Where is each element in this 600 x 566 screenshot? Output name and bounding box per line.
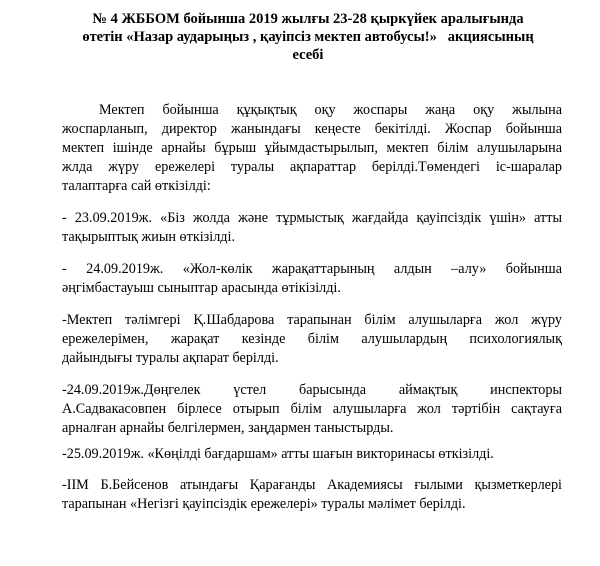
paragraph-line: тарапынан «Негізгі қауіпсіздік ережелері» туралы мәлімет берілді. (62, 496, 466, 512)
paragraph-line: жоспарланып, директор жанындағы кеңесте бекітілді. Жоспар бойынша (62, 121, 562, 137)
paragraph-line: мектеп ішінде арнайы бұрыш ұйымдастырылып, мектеп білім алушыларына (62, 140, 562, 156)
paragraph-intro (62, 101, 562, 196)
paragraph-event-3 (62, 311, 562, 368)
paragraph-line: А.Садвакасовпен бірлесе отырып білім алушыларға жол тәртібін сақтауға (62, 401, 562, 417)
paragraph-event-1 (62, 209, 562, 247)
paragraph-line: әңгімбастауыш сыныптар арасында өтікізілді. (62, 280, 341, 296)
paragraph-line: жлда жүру ережелері туралы ақпараттар берілді.Төмендегі іс-шаралар (62, 159, 562, 175)
paragraph-line: тақырыптық жиын өткізілді. (62, 229, 236, 245)
paragraph-line: -24.09.2019ж.Дөңгелек үстел барысында аймақтық инспекторы (62, 382, 562, 398)
title-line: № 4 ЖББОМ бойынша 2019 жылғы 23-28 қыркүйек аралығында (92, 11, 524, 27)
paragraph-line: - 23.09.2019ж. «Біз жолда және тұрмыстық жағдайда қауіпсіздік үшін» атты (62, 210, 562, 226)
title-line: есебі (292, 47, 324, 63)
paragraph-line: - 24.09.2019ж. «Жол-көлік жарақаттарының алдын –алу» бойынша (62, 261, 562, 277)
paragraph-line: талаптарға сай өткізілді: (62, 178, 211, 194)
title-line: өтетін «Назар аударыңыз , қауіпсіз мектеп автобусы!» акциясының (82, 29, 534, 45)
paragraph-line: -ІІМ Б.Бейсенов атындағы Қарағанды Академиясы ғылыми қызметкерлері (62, 477, 562, 493)
paragraph-line: дайындығы туралы ақпарат берілді. (62, 350, 279, 366)
paragraph-line: ережелерімен, жарақат кезінде білім алушылардың психологиялық (62, 331, 562, 347)
paragraph-line: Мектеп бойынша құқықтық оқу жоспары жаңа оқу жылына (99, 102, 562, 118)
paragraph-line: -Мектеп тәлімгері Қ.Шабдарова тарапынан білім алушыларға жол жүру (62, 312, 562, 328)
paragraph-event-6 (62, 476, 562, 514)
report-title (58, 10, 558, 64)
paragraph-line: -25.09.2019ж. «Көңілді бағдаршам» атты шағын викторинасы өткізілді. (62, 446, 494, 462)
paragraph-line: арналған арнайы белгілермен, заңдармен таныстырды. (62, 420, 394, 436)
paragraph-event-4 (62, 381, 562, 438)
paragraph-event-2 (62, 260, 562, 298)
paragraph-event-5 (62, 445, 562, 464)
